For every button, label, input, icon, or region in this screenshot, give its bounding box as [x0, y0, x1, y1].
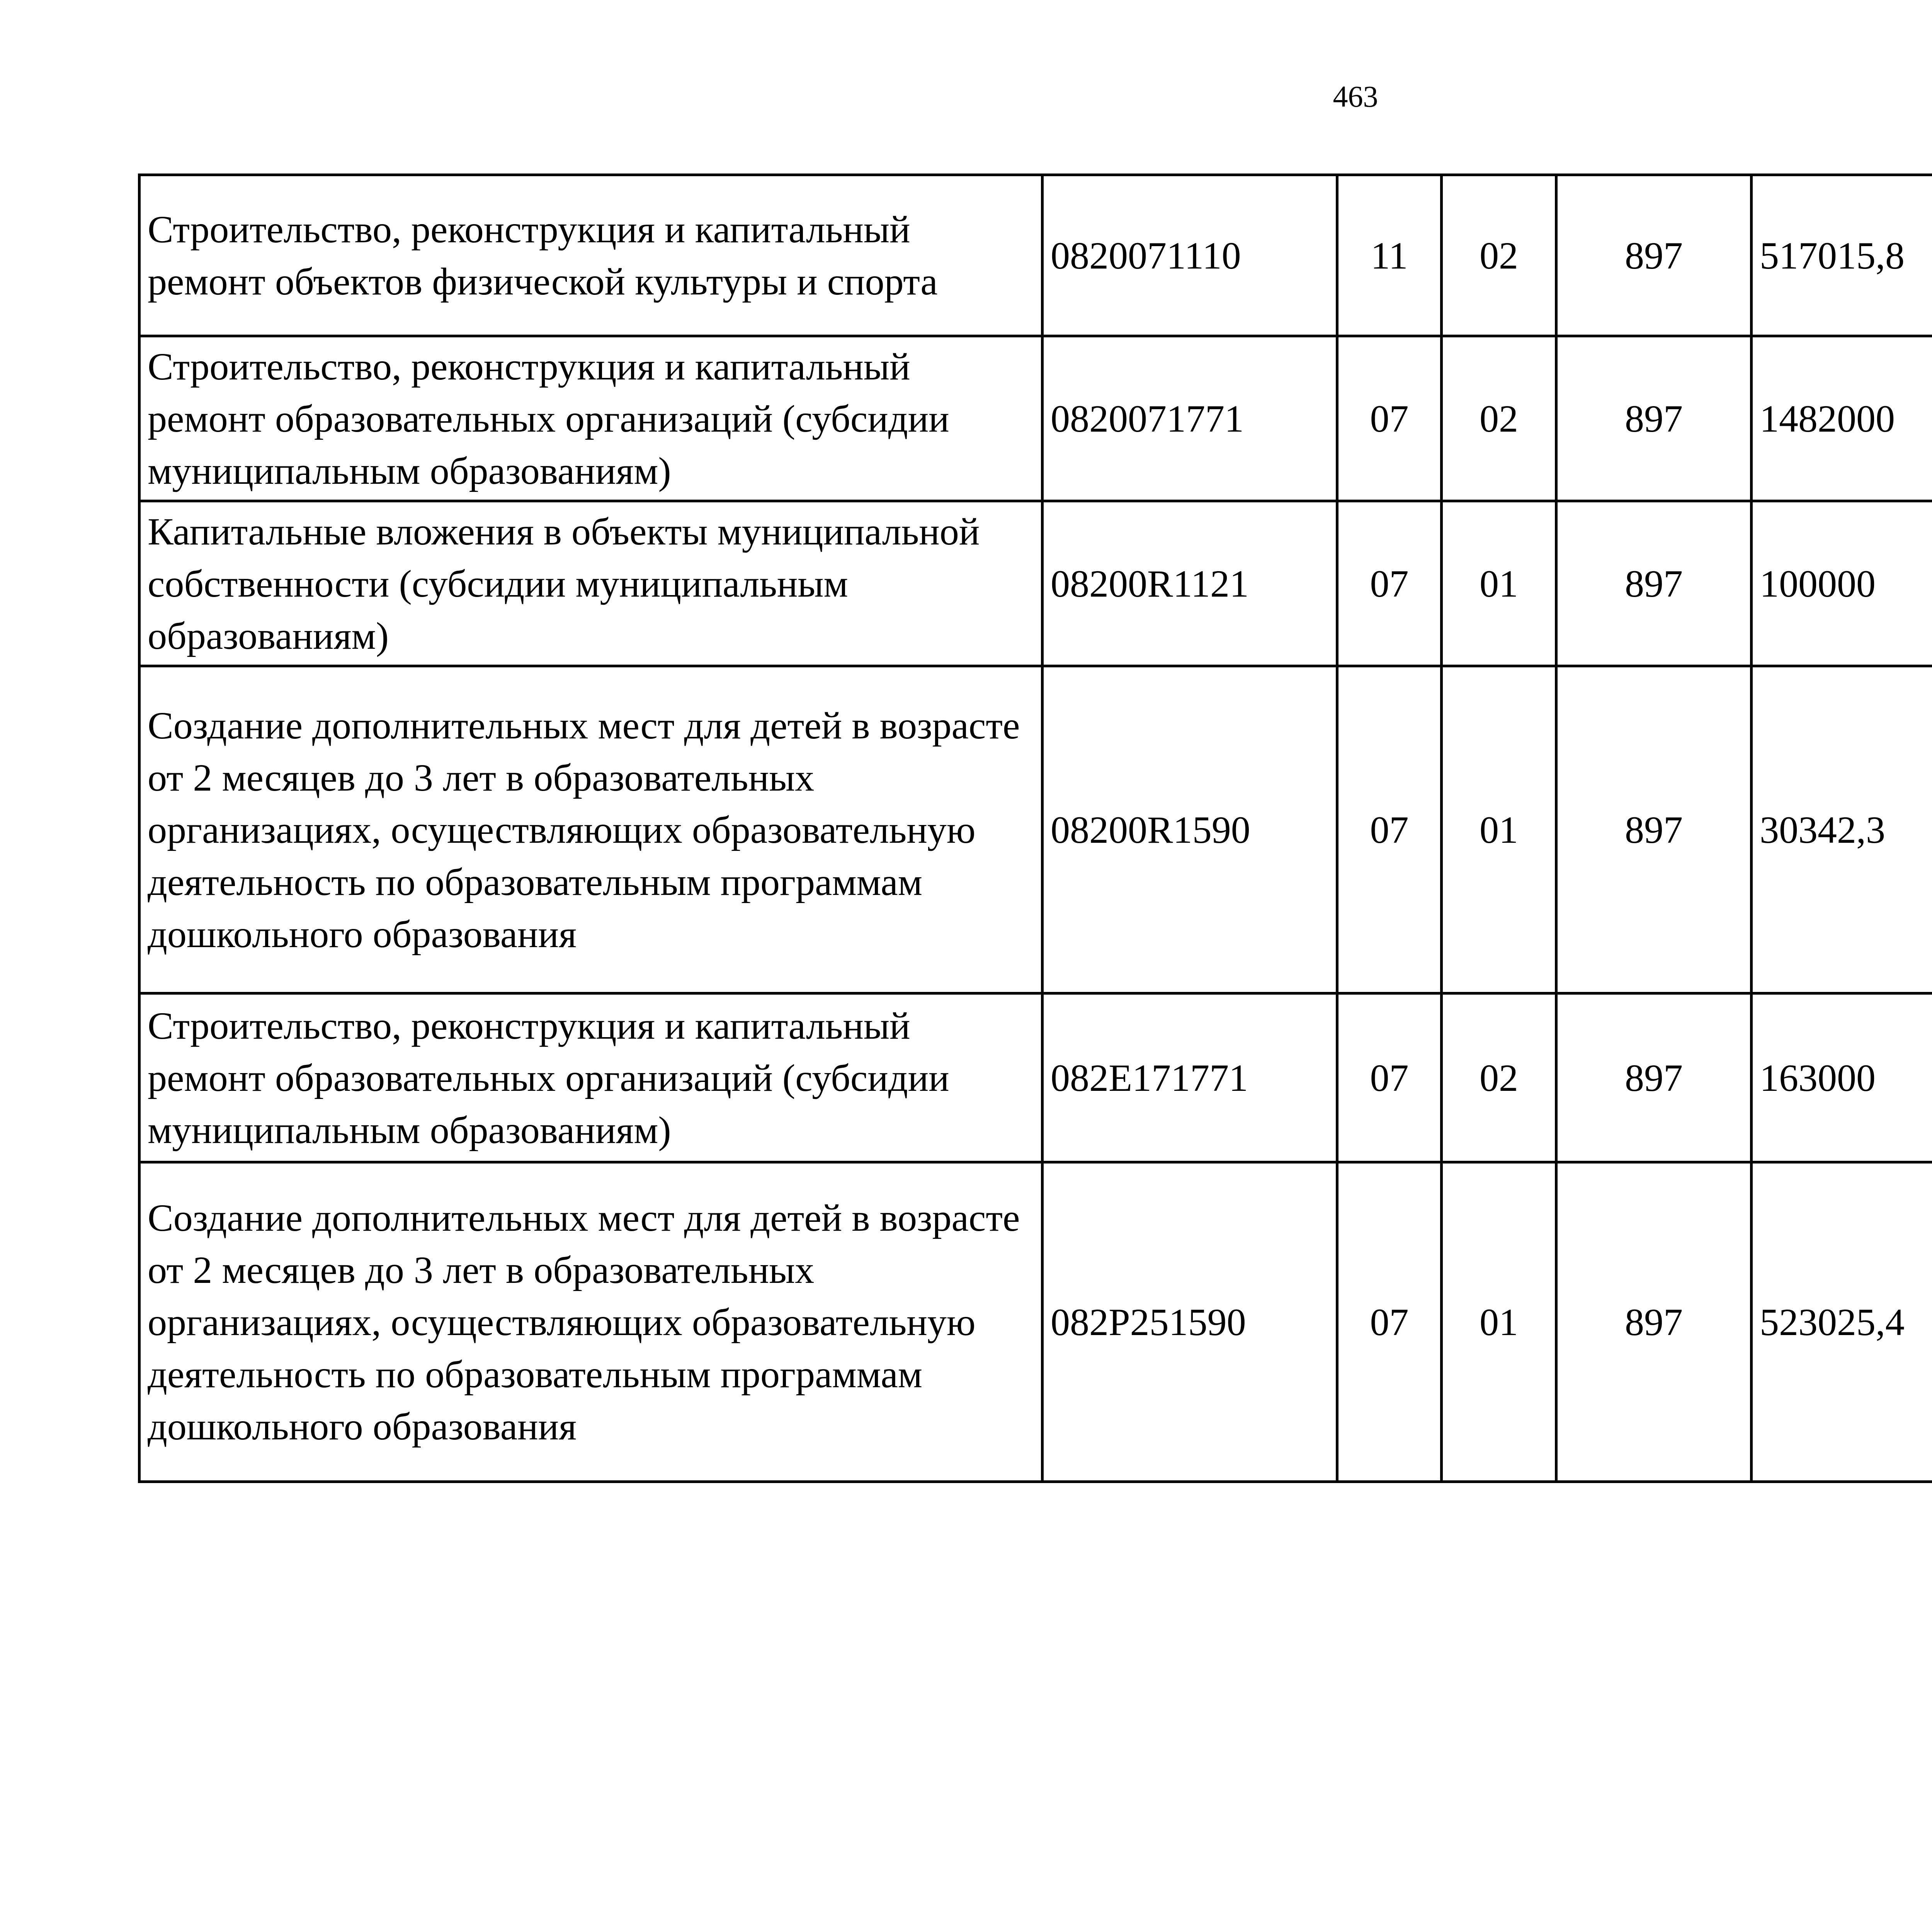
subsection-code: 01 — [1442, 666, 1556, 993]
amount-year-1: 100000 — [1752, 501, 1932, 666]
section-code: 07 — [1337, 501, 1442, 666]
amount-year-1: 1482000 — [1752, 336, 1932, 501]
target-code: 08200R1590 — [1043, 666, 1337, 993]
target-code: 0820071110 — [1043, 175, 1337, 336]
subsection-code: 02 — [1442, 336, 1556, 501]
budget-table — [138, 173, 1932, 1483]
ministry-code: 897 — [1556, 336, 1752, 501]
table-row — [139, 1162, 1932, 1482]
ministry-code: 897 — [1556, 501, 1752, 666]
subsection-code: 01 — [1442, 501, 1556, 666]
expense-name: Капитальные вложения в объекты муниципальной собственности (субсидии муниципальным образованиям) — [139, 501, 1043, 666]
section-code: 07 — [1337, 993, 1442, 1162]
ministry-code: 897 — [1556, 666, 1752, 993]
expense-name: Строительство, реконструкция и капитальный ремонт объектов физической культуры и спорта — [139, 175, 1043, 336]
subsection-code: 02 — [1442, 993, 1556, 1162]
ministry-code: 897 — [1556, 993, 1752, 1162]
section-code: 07 — [1337, 666, 1442, 993]
section-code: 11 — [1337, 175, 1442, 336]
amount-year-1: 30342,3 — [1752, 666, 1932, 993]
table-row — [139, 501, 1932, 666]
expense-name: Строительство, реконструкция и капитальный ремонт образовательных организаций (субсидии муниципальным образованиям) — [139, 336, 1043, 501]
ministry-code: 897 — [1556, 175, 1752, 336]
target-code: 0820071771 — [1043, 336, 1337, 501]
section-code: 07 — [1337, 1162, 1442, 1482]
page-number: 463 — [1333, 80, 1378, 113]
amount-year-1: 163000 — [1752, 993, 1932, 1162]
amount-year-1: 517015,8 — [1752, 175, 1932, 336]
expense-name: Создание дополнительных мест для детей в возрасте от 2 месяцев до 3 лет в образовательных организациях, осуществляющих образовательную деятельность по образовательным программам дошкольного образования — [139, 1162, 1043, 1482]
table-row — [139, 993, 1932, 1162]
table-row — [139, 666, 1932, 993]
amount-year-1: 523025,4 — [1752, 1162, 1932, 1482]
subsection-code: 02 — [1442, 175, 1556, 336]
target-code: 082P251590 — [1043, 1162, 1337, 1482]
table-row — [139, 336, 1932, 501]
target-code: 08200R1121 — [1043, 501, 1337, 666]
expense-name: Создание дополнительных мест для детей в возрасте от 2 месяцев до 3 лет в образовательных организациях, осуществляющих образовательную деятельность по образовательным программам дошкольного образования — [139, 666, 1043, 993]
subsection-code: 01 — [1442, 1162, 1556, 1482]
table-row — [139, 175, 1932, 336]
ministry-code: 897 — [1556, 1162, 1752, 1482]
section-code: 07 — [1337, 336, 1442, 501]
target-code: 082E171771 — [1043, 993, 1337, 1162]
expense-name: Строительство, реконструкция и капитальный ремонт образовательных организаций (субсидии муниципальным образованиям) — [139, 993, 1043, 1162]
